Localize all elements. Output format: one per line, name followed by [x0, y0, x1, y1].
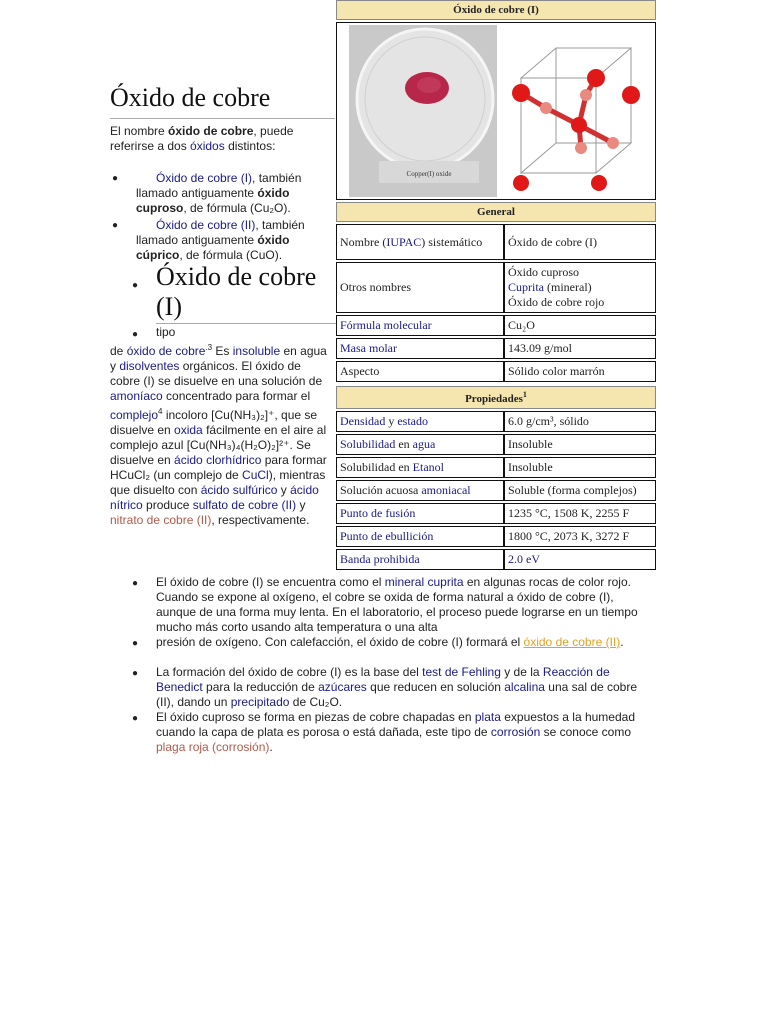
- bullet-icon: ●: [112, 220, 119, 231]
- link-agua[interactable]: agua: [412, 437, 436, 451]
- table-row: Solución acuosa amoniacal Soluble (forma complejos): [336, 480, 656, 501]
- section-divider: [156, 323, 336, 324]
- bullet-icon: ●: [132, 280, 139, 291]
- section-header-propiedades: Propiedades$^1$: [336, 386, 656, 409]
- link-banda-prohibida[interactable]: Banda prohibida: [340, 552, 420, 566]
- properties-table: [336, 409, 656, 572]
- link-alcalina[interactable]: alcalina: [504, 680, 545, 694]
- title-divider: [110, 118, 335, 119]
- link-sulfato[interactable]: sulfato de cobre (II): [192, 498, 297, 512]
- link-masa-molar[interactable]: Masa molar: [340, 341, 397, 355]
- section-header-general: General: [336, 202, 656, 222]
- link-plata[interactable]: plata: [474, 710, 501, 724]
- table-row: Solubilidad en Etanol Insoluble: [336, 457, 656, 478]
- link-oxido-de-cobre[interactable]: óxido de cobre: [126, 344, 206, 358]
- link-formula-molecular[interactable]: Fórmula molecular: [340, 318, 432, 332]
- link-etanol[interactable]: Etanol: [412, 460, 444, 474]
- link-amoniaco[interactable]: amoníaco: [110, 389, 163, 403]
- infobox: [336, 0, 656, 572]
- link-oxido-cobre-ii-2[interactable]: óxido de cobre (II): [523, 635, 621, 649]
- body-paragraph: de óxido de cobre$^{.3}$ Es insoluble en agua y disolventes orgánicos. El óxido de cobre (I) se disuelve en una solución de amoníaco concentrado para formar el complejo$^4$ incoloro [Cu(NH₃)₂]⁺, que se disuelve en oxida fácilmente en el aire al complejo azul [Cu(NH₃)₄(H₂O)₂]²⁺. Se disuelve en ácido clorhídrico para formar HCuCl₂ (un complejo de CuCl), mientras que disuelto con ácido sulfúrico y ácido nítrico produce sulfato de cobre (II) y nitrato de cobre (II), respectivamente.: [110, 343, 327, 527]
- link-iupac[interactable]: IUPAC: [386, 234, 422, 249]
- link-cuprita[interactable]: cuprita: [427, 575, 464, 589]
- link-punto-fusion[interactable]: Punto de fusión: [340, 506, 416, 520]
- table-row: Fórmula molecular Cu₂O: [336, 315, 656, 336]
- image-caption: Copper(I) oxide: [406, 170, 452, 178]
- general-table: [336, 222, 656, 384]
- bullet-icon: ●: [132, 713, 139, 724]
- link-oxidos[interactable]: óxidos: [190, 139, 225, 153]
- link-densidad[interactable]: Densidad: [340, 414, 386, 428]
- table-row: Solubilidad en agua Insoluble: [336, 434, 656, 455]
- list-item: El óxido de cobre (I) se encuentra como el mineral cuprita en algunas rocas de color rojo. Cuando se expone al oxígeno, el cobre se oxida de forma natural a óxido de cobre (I), aunque de una forma muy lenta. En el laboratorio, el proceso puede lograrse en un tiempo mucho más corto usando alta temperatura o una alta: [156, 575, 638, 634]
- table-row: Masa molar 143.09 g/mol: [336, 338, 656, 359]
- link-solubilidad[interactable]: Solubilidad: [340, 437, 396, 451]
- crystal-structure-image: [501, 33, 651, 195]
- section-title: Óxido de cobre (I): [156, 262, 317, 321]
- link-reaccion-benedict[interactable]: Reacción de Benedict: [156, 665, 610, 694]
- table-row: [336, 549, 656, 570]
- list-item: Óxido de cobre (II), también llamado antiguamente óxido cúprico, de fórmula (CuO).: [136, 218, 305, 262]
- link-precipitado[interactable]: precipitado: [230, 695, 290, 709]
- link-nitrato[interactable]: nitrato de cobre (II): [110, 513, 212, 527]
- list-item: presión de oxígeno. Con calefacción, el óxido de cobre (I) formará el óxido de cobre (II).: [156, 635, 624, 649]
- intro-paragraph: El nombre óxido de cobre, puede referirse a dos óxidos distintos:: [110, 124, 294, 153]
- link-ev[interactable]: 2.0 eV: [508, 552, 540, 566]
- tipo-text: tipo: [156, 325, 176, 339]
- bullet-icon: ●: [132, 638, 139, 649]
- table-row: Aspecto Sólido color marrón: [336, 361, 656, 382]
- link-disolventes[interactable]: disolventes: [119, 359, 180, 373]
- bullet-icon: ●: [132, 329, 139, 340]
- bullet-icon: ●: [132, 668, 139, 679]
- link-acido-clorhidrico[interactable]: ácido clorhídrico: [174, 453, 262, 467]
- table-row: Nombre (IUPAC) sistemático Óxido de cobre (I): [336, 224, 656, 260]
- link-corrosion[interactable]: corrosión: [490, 725, 541, 739]
- link-mineral[interactable]: mineral: [384, 575, 425, 589]
- link-plaga-roja[interactable]: plaga roja (corrosión): [156, 740, 270, 754]
- list-item: Óxido de cobre (I), también llamado antiguamente óxido cuproso, de fórmula (Cu₂O).: [136, 171, 302, 215]
- infobox-images: [336, 22, 656, 200]
- link-test-fehling[interactable]: test de Fehling: [422, 665, 501, 679]
- table-row: Otros nombres Óxido cuproso Cuprita (mineral) Óxido de cobre rojo: [336, 262, 656, 313]
- link-oxido-cobre-i[interactable]: Óxido de cobre (I): [156, 171, 253, 185]
- link-amoniacal[interactable]: amoniacal: [421, 483, 471, 497]
- link-acido-sulfurico[interactable]: ácido sulfúrico: [200, 483, 278, 497]
- table-row: Punto de ebullición 1800 °C, 2073 K, 3272 F: [336, 526, 656, 547]
- list-item: La formación del óxido de cobre (I) es la base del test de Fehling y de la Reacción de Benedict para la reducción de azúcares que reducen en solución alcalina una sal de cobre (II), dando un precipitado de Cu₂O.: [156, 665, 638, 709]
- bullet-icon: ●: [132, 578, 139, 589]
- link-complejo[interactable]: complejo: [110, 408, 159, 422]
- link-acido-nitrico[interactable]: ácido nítrico: [110, 483, 319, 512]
- table-row: Punto de fusión 1235 °C, 1508 K, 2255 F: [336, 503, 656, 524]
- petri-dish-image: [349, 25, 497, 197]
- page-title: Óxido de cobre: [110, 83, 271, 112]
- link-cuprita-ib[interactable]: Cuprita: [508, 280, 544, 294]
- link-azucares[interactable]: azúcares: [318, 680, 367, 694]
- link-oxida[interactable]: oxida: [174, 423, 203, 437]
- link-cucl[interactable]: CuCl: [242, 468, 269, 482]
- link-oxido-cobre-ii[interactable]: Óxido de cobre (II): [156, 218, 256, 232]
- link-punto-ebullicion[interactable]: Punto de ebullición: [340, 529, 434, 543]
- link-insoluble[interactable]: insoluble: [232, 344, 281, 358]
- table-row: Densidad y estado 6.0 g/cm³, sólido: [336, 411, 656, 432]
- intro-bold: óxido de cobre: [168, 124, 254, 138]
- link-estado[interactable]: estado: [397, 414, 428, 428]
- bullet-icon: ●: [112, 173, 119, 184]
- list-item: El óxido cuproso se forma en piezas de cobre chapadas en plata expuestos a la humedad cuando la capa de plata es porosa o está dañada, este tipo de corrosión se conoce como plaga roja (corrosión).: [156, 710, 635, 754]
- infobox-title: Óxido de cobre (I): [336, 0, 656, 20]
